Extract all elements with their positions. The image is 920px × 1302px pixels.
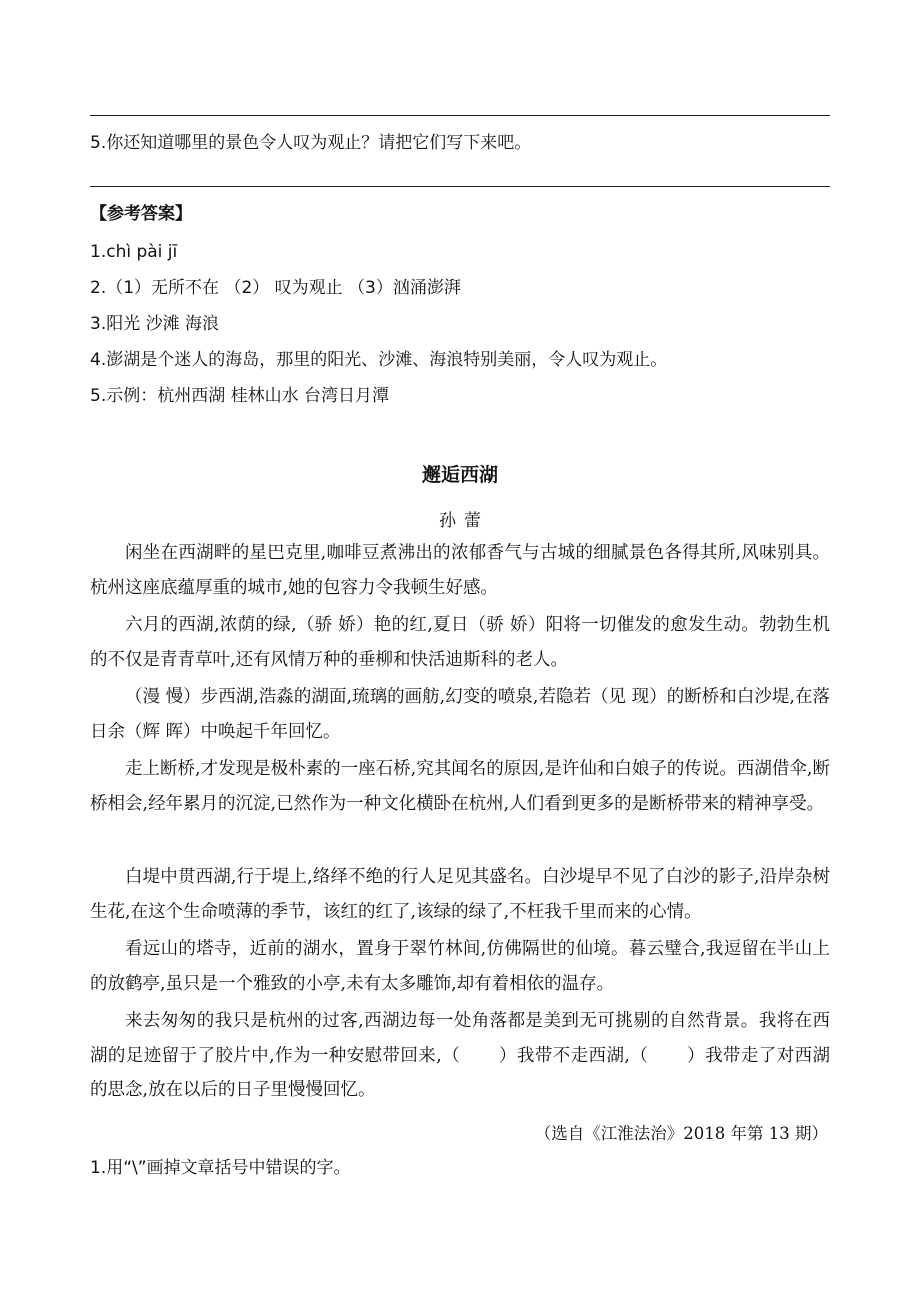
article-title: 邂逅西湖 [421,464,498,486]
paragraph-4: 走上断桥,才发现是极朴素的一座石桥,究其闻名的原因,是许仙和白娘子的传说。西湖借伞,断桥相会,经年累月的沉淀,已然作为一种文化横卧在杭州,人们看到更多的是断桥带来的精神享受。 [90,759,830,814]
answer-line-top [90,115,830,116]
question-5: 5.你还知道哪里的景色令人叹为观止？请把它们写下来吧。 [90,133,532,153]
article-author: 孙蕾 [439,511,489,531]
article-source: （选自《江淮法治》2018 年第 13 期） [534,1124,828,1143]
answer-item-5: 5.示例：杭州西湖 桂林山水 台湾日月潭 [90,386,390,406]
answer-item-2: 2.（1）无所不在 （2） 叹为观止 （3）汹涌澎湃 [90,278,461,298]
paragraph-3: （漫 慢）步西湖,浩淼的湖面,琉璃的画舫,幻变的喷泉,若隐若（见 现）的断桥和白沙堤,在落日余（辉 晖）中唤起千年回忆。 [90,687,830,742]
paragraph-7-part-3: ）我带走了对西湖的思念,放在以后的日子里慢慢回忆。 [90,1045,831,1100]
answer-item-4: 4.澎湖是个迷人的海岛，那里的阳光、沙滩、海浪特别美丽，令人叹为观止。 [90,350,668,370]
answer-item-3: 3.阳光 沙滩 海浪 [90,314,220,334]
paragraph-2: 六月的西湖,浓荫的绿,（骄 娇）艳的红,夏日（骄 娇）阳将一切催发的愈发生动。勃勃生机的不仅是青青草叶,还有风情万种的垂柳和快活迪斯科的老人。 [90,615,830,670]
question-1: 1.用“\”画掉文章括号中错误的字。 [90,1158,351,1178]
answer-line-bottom [90,186,830,187]
paragraph-7-part-2: ）我带不走西湖,（ [498,1045,649,1066]
answer-heading: 【参考答案】 [90,204,192,224]
paragraph-5: 白堤中贯西湖,行于堤上,络绎不绝的行人足见其盛名。白沙堤早不见了白沙的影子,沿岸杂树生花,在这个生命喷薄的季节，该红的红了,该绿的绿了,不枉我千里而来的心情。 [90,867,830,922]
answer-item-1: 1.chì pài jī [90,242,178,262]
paragraph-7-part-1: 来去匆匆的我只是杭州的过客,西湖边每一处角落都是美到无可挑剔的自然背景。我将在西湖的足迹留于了胶片中,作为一种安慰带回来,（ [90,1011,830,1066]
paragraph-1: 闲坐在西湖畔的星巴克里,咖啡豆煮沸出的浓郁香气与古城的细腻景色各得其所,风味别具。杭州这座底蕴厚重的城市,她的包容力令我顿生好感。 [90,543,830,598]
paragraph-6: 看远山的塔寺，近前的湖水，置身于翠竹林间,仿佛隔世的仙境。暮云璧合,我逗留在半山上的放鹤亭,虽只是一个雅致的小亭,未有太多雕饰,却有着相依的温存。 [90,939,830,994]
paragraph-7 [90,1004,830,1108]
